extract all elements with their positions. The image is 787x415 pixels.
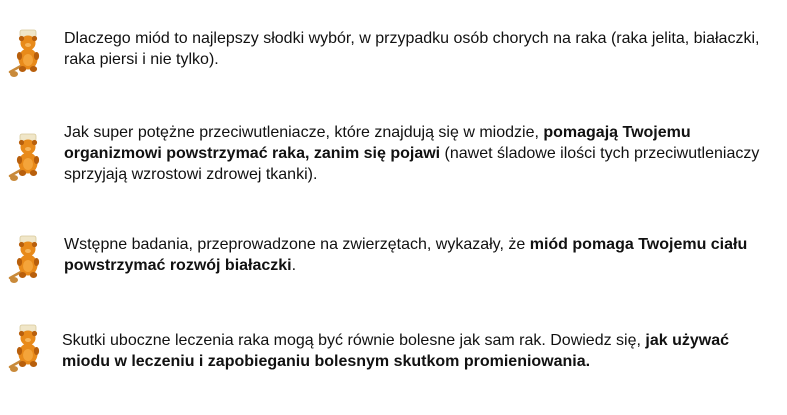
- bold-text-span: pomagają Twojemu organizmowi powstrzymać raka, zanim się pojawi: [64, 124, 691, 162]
- honey-bear-jar-icon: [8, 323, 48, 375]
- honey-bear-jar-icon: [8, 234, 48, 286]
- text-span: Skutki uboczne leczenia raka mogą być równie bolesne jak sam rak. Dowiedz się,: [62, 332, 646, 349]
- text-span: Wstępne badania, przeprowadzone na zwierzętach, wykazały, że: [64, 236, 530, 253]
- text-span: Jak super potężne przeciwutleniacze, które znajdują się w miodzie,: [64, 124, 544, 141]
- honey-bear-jar-icon: [8, 132, 48, 184]
- list-item-text: [64, 122, 779, 185]
- list-item-text: [64, 28, 779, 70]
- list-item-text: [62, 330, 777, 372]
- bold-text-span: jak używać miodu w leczeniu i zapobieganiu bolesnym skutkom promieniowania.: [62, 332, 729, 370]
- text-span: .: [291, 257, 297, 274]
- text-span: Dlaczego miód to najlepszy słodki wybór, w przypadku osób chorych na raka (raka jelita, białaczki, raka piersi i nie tylko).: [64, 30, 760, 68]
- bold-text-span: miód pomaga Twojemu ciału powstrzymać rozwój białaczki: [64, 236, 748, 274]
- list-item-text: [64, 234, 779, 276]
- honey-bear-jar-icon: [8, 28, 48, 80]
- text-span: (nawet śladowe ilości tych przeciwutleniaczy sprzyjają wzrostowi zdrowej tkanki).: [64, 145, 760, 183]
